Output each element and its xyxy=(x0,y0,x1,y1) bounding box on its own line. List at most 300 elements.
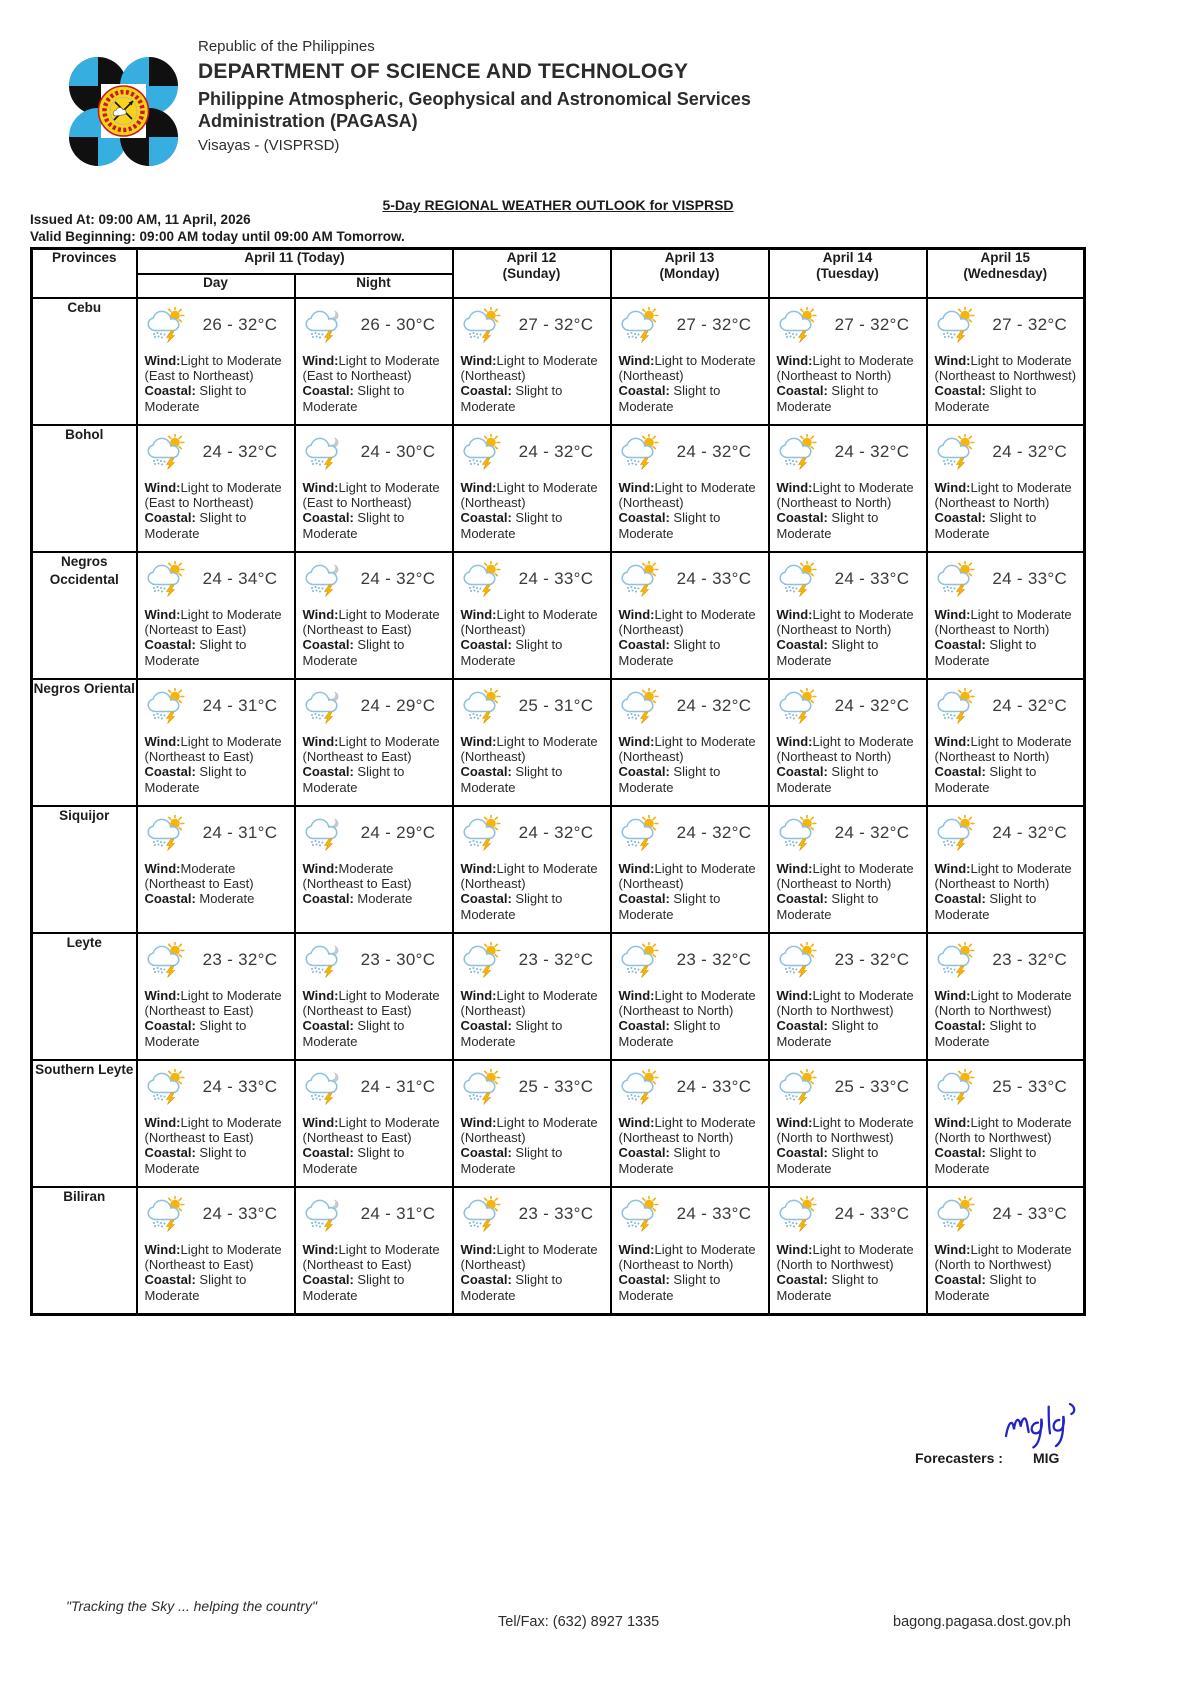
table-row xyxy=(32,806,1085,933)
coastal-info: Coastal: Moderate xyxy=(302,891,413,907)
storm-day-icon xyxy=(461,307,507,343)
storm-day-icon xyxy=(777,815,823,851)
storm-day-icon xyxy=(935,942,981,978)
wind-direction: (Northeast) xyxy=(618,495,684,511)
forecast-cell xyxy=(611,425,769,552)
wind-info: Wind:Light to Moderate xyxy=(934,861,1072,876)
wind-info: Wind:Light to Moderate xyxy=(618,1115,756,1130)
wind-direction: (Northeast to East) xyxy=(144,876,254,892)
forecast-cell xyxy=(611,298,769,425)
forecast-cell xyxy=(927,1187,1085,1315)
forecast-cell xyxy=(927,425,1085,552)
forecast-cell xyxy=(927,298,1085,425)
storm-day-icon xyxy=(145,1069,191,1105)
temperature-range: 27 - 32°C xyxy=(834,315,910,334)
wind-direction: (North to Northwest) xyxy=(934,1003,1052,1019)
coastal-info: Coastal: Slight to Moderate xyxy=(302,1272,405,1303)
storm-day-icon xyxy=(935,815,981,851)
coastal-info: Coastal: Slight to Moderate xyxy=(776,510,879,541)
wind-direction: (Northeast) xyxy=(618,368,684,384)
wind-info: Wind:Light to Moderate xyxy=(460,988,598,1003)
wind-info: Wind:Light to Moderate xyxy=(776,988,914,1003)
coastal-info: Coastal: Slight to Moderate xyxy=(460,383,563,414)
wind-info: Wind:Light to Moderate xyxy=(302,1242,440,1257)
division-line: Visayas - (VISPRSD) xyxy=(198,136,340,154)
website: bagong.pagasa.dost.gov.ph xyxy=(893,1614,1071,1630)
storm-night-icon xyxy=(303,434,349,470)
forecast-cell xyxy=(453,425,611,552)
temperature-range: 24 - 32°C xyxy=(992,823,1068,842)
forecast-cell xyxy=(769,806,927,933)
temperature-range: 24 - 32°C xyxy=(834,696,910,715)
department-line: DEPARTMENT OF SCIENCE AND TECHNOLOGY xyxy=(198,60,689,84)
wind-direction: (North to Northwest) xyxy=(934,1257,1052,1273)
coastal-info: Coastal: Slight to Moderate xyxy=(144,510,247,541)
temperature-range: 24 - 32°C xyxy=(202,442,278,461)
forecast-cell xyxy=(295,552,453,679)
storm-day-icon xyxy=(145,688,191,724)
wind-info: Wind:Light to Moderate xyxy=(618,1242,756,1257)
forecast-cell xyxy=(295,425,453,552)
forecast-cell xyxy=(611,933,769,1060)
province-cell: Negros Oriental xyxy=(32,679,137,806)
coastal-info: Coastal: Slight to Moderate xyxy=(302,510,405,541)
forecast-cell xyxy=(769,1187,927,1315)
wind-direction: (Northeast) xyxy=(460,876,526,892)
wind-direction: (Northeast) xyxy=(618,749,684,765)
table-row xyxy=(32,552,1085,679)
coastal-info: Coastal: Slight to Moderate xyxy=(934,510,1037,541)
temperature-range: 25 - 31°C xyxy=(518,696,594,715)
republic-line: Republic of the Philippines xyxy=(198,38,375,55)
storm-day-icon xyxy=(777,688,823,724)
temperature-range: 25 - 33°C xyxy=(992,1077,1068,1096)
coastal-info: Coastal: Slight to Moderate xyxy=(144,383,247,414)
storm-day-icon xyxy=(145,942,191,978)
temperature-range: 24 - 33°C xyxy=(676,1077,752,1096)
storm-day-icon xyxy=(935,1196,981,1232)
coastal-info: Coastal: Slight to Moderate xyxy=(776,637,879,668)
storm-day-icon xyxy=(777,942,823,978)
wind-info: Wind:Light to Moderate xyxy=(776,1115,914,1130)
table-row xyxy=(32,298,1085,425)
storm-day-icon xyxy=(461,561,507,597)
wind-info: Wind:Light to Moderate xyxy=(776,353,914,368)
wind-info: Wind:Light to Moderate xyxy=(776,1242,914,1257)
wind-info: Wind:Light to Moderate xyxy=(144,607,282,622)
storm-night-icon xyxy=(303,1196,349,1232)
storm-day-icon xyxy=(461,815,507,851)
storm-day-icon xyxy=(145,307,191,343)
storm-day-icon xyxy=(777,434,823,470)
wind-direction: (Northeast) xyxy=(618,876,684,892)
forecast-cell xyxy=(137,552,295,679)
temperature-range: 24 - 33°C xyxy=(202,1204,278,1223)
wind-info: Wind:Light to Moderate xyxy=(776,607,914,622)
forecast-cell xyxy=(927,1060,1085,1187)
storm-day-icon xyxy=(619,1069,665,1105)
coastal-info: Coastal: Slight to Moderate xyxy=(934,637,1037,668)
date-header-april-15: April 15 (Wednesday) xyxy=(927,249,1085,299)
table-row xyxy=(32,679,1085,806)
forecast-cell xyxy=(295,679,453,806)
coastal-info: Coastal: Slight to Moderate xyxy=(144,1272,247,1303)
temperature-range: 24 - 32°C xyxy=(676,442,752,461)
storm-night-icon xyxy=(303,307,349,343)
wind-info: Wind:Light to Moderate xyxy=(934,734,1072,749)
wind-info: Wind:Light to Moderate xyxy=(144,480,282,495)
wind-direction: (North to Northwest) xyxy=(776,1257,894,1273)
forecast-tbody xyxy=(32,298,1085,1315)
storm-night-icon xyxy=(303,815,349,851)
storm-day-icon xyxy=(619,688,665,724)
temperature-range: 27 - 32°C xyxy=(992,315,1068,334)
wind-info: Wind:Light to Moderate xyxy=(460,607,598,622)
forecast-cell xyxy=(769,933,927,1060)
forecast-cell xyxy=(611,679,769,806)
wind-info: Wind:Light to Moderate xyxy=(618,353,756,368)
forecast-cell xyxy=(611,1187,769,1315)
wind-info: Wind:Light to Moderate xyxy=(144,1115,282,1130)
forecast-cell xyxy=(769,425,927,552)
temperature-range: 23 - 30°C xyxy=(360,950,436,969)
date-header-april-13: April 13 (Monday) xyxy=(611,249,769,299)
coastal-info: Coastal: Slight to Moderate xyxy=(776,1018,879,1049)
dost-pagasa-logo xyxy=(64,56,186,168)
storm-day-icon xyxy=(619,815,665,851)
outlook-title: 5-Day REGIONAL WEATHER OUTLOOK for VISPRSD xyxy=(382,197,734,213)
storm-day-icon xyxy=(145,434,191,470)
wind-direction: (East to Northeast) xyxy=(302,495,412,511)
day-header: Day xyxy=(137,274,295,298)
forecast-cell xyxy=(137,298,295,425)
coastal-info: Coastal: Slight to Moderate xyxy=(934,891,1037,922)
wind-direction: (North to Northwest) xyxy=(776,1130,894,1146)
storm-day-icon xyxy=(777,307,823,343)
wind-direction: (Northeast) xyxy=(460,749,526,765)
coastal-info: Coastal: Slight to Moderate xyxy=(934,764,1037,795)
wind-info: Wind:Light to Moderate xyxy=(618,988,756,1003)
wind-direction: (Northeast to North) xyxy=(618,1257,734,1273)
wind-info: Wind:Light to Moderate xyxy=(934,1242,1072,1257)
wind-direction: (Northeast) xyxy=(460,1257,526,1273)
wind-info: Wind:Light to Moderate xyxy=(618,861,756,876)
province-cell: Negros Occidental xyxy=(32,552,137,679)
wind-direction: (East to Northeast) xyxy=(302,368,412,384)
forecast-cell xyxy=(927,552,1085,679)
forecast-cell xyxy=(769,679,927,806)
storm-day-icon xyxy=(777,1196,823,1232)
forecast-cell xyxy=(295,298,453,425)
temperature-range: 23 - 32°C xyxy=(834,950,910,969)
wind-info: Wind:Light to Moderate xyxy=(302,607,440,622)
forecast-cell xyxy=(295,1060,453,1187)
temperature-range: 24 - 34°C xyxy=(202,569,278,588)
wind-info: Wind:Light to Moderate xyxy=(460,734,598,749)
wind-direction: (Northeast to North) xyxy=(776,368,892,384)
wind-direction: (Northeast to North) xyxy=(934,749,1050,765)
wind-direction: (Northeast) xyxy=(460,1003,526,1019)
wind-info: Wind:Light to Moderate xyxy=(144,353,282,368)
storm-day-icon xyxy=(777,561,823,597)
coastal-info: Coastal: Slight to Moderate xyxy=(776,383,879,414)
letterhead xyxy=(198,38,751,155)
forecast-cell xyxy=(453,806,611,933)
wind-info: Wind:Light to Moderate xyxy=(618,734,756,749)
night-header: Night xyxy=(295,274,453,298)
storm-night-icon xyxy=(303,942,349,978)
province-cell: Biliran xyxy=(32,1187,137,1315)
temperature-range: 24 - 32°C xyxy=(518,823,594,842)
temperature-range: 24 - 32°C xyxy=(360,569,436,588)
temperature-range: 24 - 32°C xyxy=(834,823,910,842)
wind-direction: (Northeast) xyxy=(618,622,684,638)
forecast-cell xyxy=(453,298,611,425)
coastal-info: Coastal: Slight to Moderate xyxy=(302,637,405,668)
temperature-range: 26 - 32°C xyxy=(202,315,278,334)
forecast-cell xyxy=(769,1060,927,1187)
forecast-cell xyxy=(927,806,1085,933)
wind-direction: (Northeast to North) xyxy=(618,1130,734,1146)
coastal-info: Coastal: Slight to Moderate xyxy=(144,637,247,668)
wind-direction: (Northeast to Northwest) xyxy=(934,368,1077,384)
temperature-range: 23 - 33°C xyxy=(518,1204,594,1223)
storm-day-icon xyxy=(461,1069,507,1105)
temperature-range: 25 - 33°C xyxy=(834,1077,910,1096)
storm-day-icon xyxy=(619,942,665,978)
storm-day-icon xyxy=(935,307,981,343)
forecast-cell xyxy=(137,679,295,806)
forecast-cell xyxy=(295,933,453,1060)
wind-info: Wind:Light to Moderate xyxy=(460,353,598,368)
wind-direction: (East to Northeast) xyxy=(144,495,254,511)
wind-direction: (Northeast to North) xyxy=(776,749,892,765)
coastal-info: Coastal: Moderate xyxy=(144,891,255,907)
wind-info: Wind:Moderate xyxy=(302,861,394,876)
temperature-range: 24 - 29°C xyxy=(360,696,436,715)
province-cell: Siquijor xyxy=(32,806,137,933)
coastal-info: Coastal: Slight to Moderate xyxy=(460,764,563,795)
wind-info: Wind:Light to Moderate xyxy=(776,480,914,495)
temperature-range: 24 - 33°C xyxy=(834,569,910,588)
wind-info: Wind:Light to Moderate xyxy=(934,480,1072,495)
temperature-range: 23 - 32°C xyxy=(676,950,752,969)
storm-day-icon xyxy=(777,1069,823,1105)
wind-info: Wind:Light to Moderate xyxy=(618,607,756,622)
wind-info: Wind:Light to Moderate xyxy=(460,480,598,495)
wind-direction: (Norteast to East) xyxy=(144,622,247,638)
wind-direction: (Northeast to North) xyxy=(934,622,1050,638)
wind-info: Wind:Light to Moderate xyxy=(144,1242,282,1257)
coastal-info: Coastal: Slight to Moderate xyxy=(776,1145,879,1176)
temperature-range: 24 - 32°C xyxy=(992,696,1068,715)
today-header: April 11 (Today) xyxy=(137,249,453,275)
temperature-range: 23 - 32°C xyxy=(992,950,1068,969)
temperature-range: 23 - 32°C xyxy=(518,950,594,969)
temperature-range: 24 - 32°C xyxy=(676,823,752,842)
storm-day-icon xyxy=(461,942,507,978)
storm-day-icon xyxy=(145,1196,191,1232)
wind-direction: (Northeast to East) xyxy=(302,1257,412,1273)
wind-direction: (Northeast to North) xyxy=(618,1003,734,1019)
wind-info: Wind:Light to Moderate xyxy=(934,353,1072,368)
wind-direction: (Northeast to East) xyxy=(302,1130,412,1146)
temperature-range: 24 - 29°C xyxy=(360,823,436,842)
wind-direction: (Northeast to East) xyxy=(144,1130,254,1146)
temperature-range: 24 - 32°C xyxy=(676,696,752,715)
temperature-range: 26 - 30°C xyxy=(360,315,436,334)
coastal-info: Coastal: Slight to Moderate xyxy=(302,1145,405,1176)
forecaster-signature xyxy=(1002,1396,1082,1452)
temperature-range: 24 - 32°C xyxy=(518,442,594,461)
forecast-cell xyxy=(453,1187,611,1315)
wind-direction: (Northeast to North) xyxy=(934,876,1050,892)
storm-day-icon xyxy=(619,434,665,470)
storm-day-icon xyxy=(935,434,981,470)
wind-info: Wind:Light to Moderate xyxy=(460,861,598,876)
wind-direction: (Northeast to East) xyxy=(302,749,412,765)
coastal-info: Coastal: Slight to Moderate xyxy=(934,1018,1037,1049)
wind-info: Wind:Light to Moderate xyxy=(776,861,914,876)
temperature-range: 24 - 33°C xyxy=(992,569,1068,588)
coastal-info: Coastal: Slight to Moderate xyxy=(618,637,721,668)
wind-direction: (Northeast to North) xyxy=(776,876,892,892)
province-cell: Leyte xyxy=(32,933,137,1060)
wind-info: Wind:Light to Moderate xyxy=(302,353,440,368)
wind-info: Wind:Light to Moderate xyxy=(302,480,440,495)
forecasters-label: Forecasters : xyxy=(915,1450,1003,1466)
table-row xyxy=(32,933,1085,1060)
storm-day-icon xyxy=(619,307,665,343)
tagline: "Tracking the Sky ... helping the country" xyxy=(66,1598,317,1614)
temperature-range: 24 - 32°C xyxy=(992,442,1068,461)
temperature-range: 24 - 31°C xyxy=(202,823,278,842)
forecaster-initials: MIG xyxy=(1032,1450,1060,1466)
wind-direction: (Northeast) xyxy=(460,1130,526,1146)
temperature-range: 24 - 33°C xyxy=(992,1204,1068,1223)
forecast-cell xyxy=(611,806,769,933)
storm-night-icon xyxy=(303,561,349,597)
temperature-range: 23 - 32°C xyxy=(202,950,278,969)
wind-direction: (Northeast to East) xyxy=(302,1003,412,1019)
province-cell: Southern Leyte xyxy=(32,1060,137,1187)
temperature-range: 24 - 31°C xyxy=(202,696,278,715)
table-row xyxy=(32,1187,1085,1315)
wind-direction: (Northeast to North) xyxy=(776,622,892,638)
forecast-cell xyxy=(137,933,295,1060)
temperature-range: 24 - 33°C xyxy=(676,569,752,588)
wind-info: Wind:Light to Moderate xyxy=(460,1242,598,1257)
wind-info: Wind:Light to Moderate xyxy=(934,1115,1072,1130)
coastal-info: Coastal: Slight to Moderate xyxy=(302,1018,405,1049)
wind-info: Wind:Light to Moderate xyxy=(460,1115,598,1130)
issued-at-line: Issued At: 09:00 AM, 11 April, 2026 xyxy=(30,212,251,227)
coastal-info: Coastal: Slight to Moderate xyxy=(618,764,721,795)
forecast-cell xyxy=(611,1060,769,1187)
table-row xyxy=(32,1060,1085,1187)
forecast-cell xyxy=(137,1187,295,1315)
forecast-cell xyxy=(769,552,927,679)
temperature-range: 24 - 33°C xyxy=(834,1204,910,1223)
temperature-range: 27 - 32°C xyxy=(518,315,594,334)
temperature-range: 24 - 33°C xyxy=(518,569,594,588)
coastal-info: Coastal: Slight to Moderate xyxy=(934,383,1037,414)
valid-beginning-line: Valid Beginning: 09:00 AM today until 09:00 AM Tomorrow. xyxy=(30,229,405,244)
wind-direction: (Northeast to East) xyxy=(144,1003,254,1019)
temperature-range: 24 - 31°C xyxy=(360,1077,436,1096)
coastal-info: Coastal: Slight to Moderate xyxy=(302,383,405,414)
wind-direction: (Northeast) xyxy=(460,495,526,511)
coastal-info: Coastal: Slight to Moderate xyxy=(618,1018,721,1049)
coastal-info: Coastal: Slight to Moderate xyxy=(934,1145,1037,1176)
forecast-table xyxy=(30,247,1086,1316)
forecast-cell xyxy=(453,552,611,679)
wind-info: Wind:Moderate xyxy=(144,861,236,876)
forecast-cell xyxy=(295,806,453,933)
coastal-info: Coastal: Slight to Moderate xyxy=(460,510,563,541)
province-cell: Cebu xyxy=(32,298,137,425)
forecast-cell xyxy=(611,552,769,679)
wind-direction: (Northeast to East) xyxy=(302,622,412,638)
provinces-header: Provinces xyxy=(32,249,137,299)
storm-day-icon xyxy=(619,1196,665,1232)
coastal-info: Coastal: Slight to Moderate xyxy=(618,1145,721,1176)
temperature-range: 24 - 30°C xyxy=(360,442,436,461)
storm-day-icon xyxy=(461,688,507,724)
wind-info: Wind:Light to Moderate xyxy=(934,988,1072,1003)
wind-info: Wind:Light to Moderate xyxy=(302,988,440,1003)
forecast-cell xyxy=(927,679,1085,806)
coastal-info: Coastal: Slight to Moderate xyxy=(460,1018,563,1049)
storm-day-icon xyxy=(145,561,191,597)
coastal-info: Coastal: Slight to Moderate xyxy=(460,1145,563,1176)
wind-direction: (North to Northwest) xyxy=(776,1003,894,1019)
coastal-info: Coastal: Slight to Moderate xyxy=(618,383,721,414)
storm-day-icon xyxy=(935,561,981,597)
coastal-info: Coastal: Slight to Moderate xyxy=(460,1272,563,1303)
storm-day-icon xyxy=(461,434,507,470)
wind-info: Wind:Light to Moderate xyxy=(302,734,440,749)
storm-day-icon xyxy=(461,1196,507,1232)
coastal-info: Coastal: Slight to Moderate xyxy=(776,1272,879,1303)
coastal-info: Coastal: Slight to Moderate xyxy=(618,1272,721,1303)
coastal-info: Coastal: Slight to Moderate xyxy=(776,891,879,922)
coastal-info: Coastal: Slight to Moderate xyxy=(144,1018,247,1049)
coastal-info: Coastal: Slight to Moderate xyxy=(460,891,563,922)
wind-info: Wind:Light to Moderate xyxy=(776,734,914,749)
coastal-info: Coastal: Slight to Moderate xyxy=(144,1145,247,1176)
wind-direction: (East to Northeast) xyxy=(144,368,254,384)
forecast-cell xyxy=(769,298,927,425)
wind-direction: (Northeast to North) xyxy=(776,495,892,511)
wind-info: Wind:Light to Moderate xyxy=(144,988,282,1003)
coastal-info: Coastal: Slight to Moderate xyxy=(776,764,879,795)
forecast-cell xyxy=(453,933,611,1060)
wind-info: Wind:Light to Moderate xyxy=(934,607,1072,622)
wind-direction: (Northeast to East) xyxy=(144,749,254,765)
agency-line-2: Administration (PAGASA) xyxy=(198,110,418,131)
storm-day-icon xyxy=(935,688,981,724)
coastal-info: Coastal: Slight to Moderate xyxy=(618,510,721,541)
forecast-cell xyxy=(137,806,295,933)
temperature-range: 24 - 33°C xyxy=(676,1204,752,1223)
wind-direction: (Northeast to East) xyxy=(302,876,412,892)
date-header-april-14: April 14 (Tuesday) xyxy=(769,249,927,299)
wind-info: Wind:Light to Moderate xyxy=(302,1115,440,1130)
coastal-info: Coastal: Slight to Moderate xyxy=(618,891,721,922)
storm-night-icon xyxy=(303,688,349,724)
temperature-range: 27 - 32°C xyxy=(676,315,752,334)
